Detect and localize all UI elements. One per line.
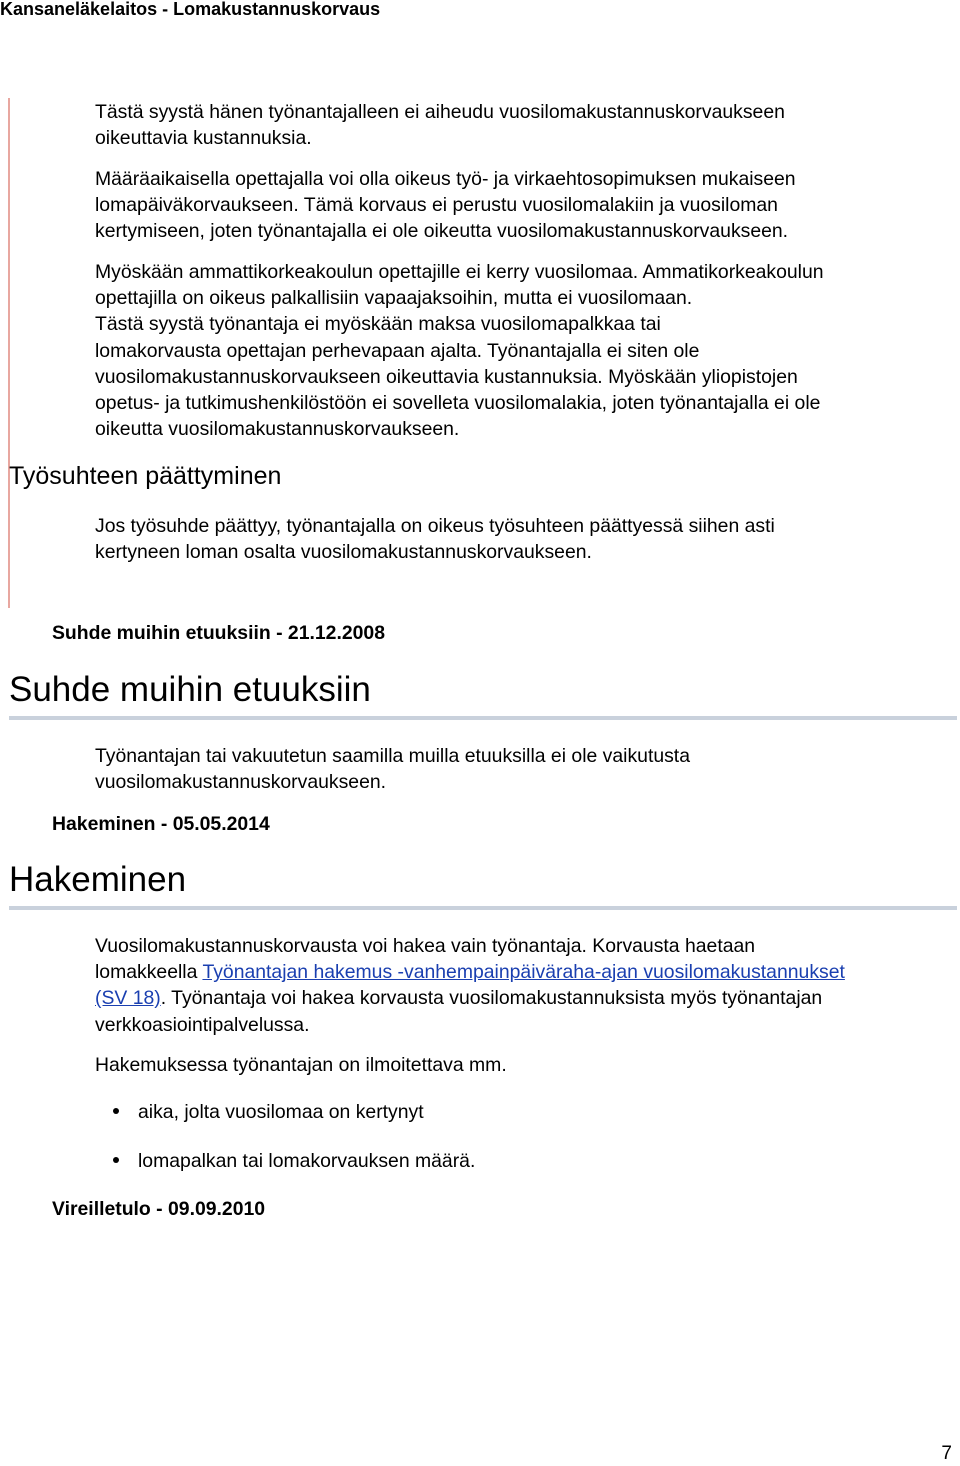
form-link-sv18-code[interactable]: (SV 18) bbox=[95, 987, 161, 1010]
text-line: kertymiseen, joten työnantajalla ei ole oikeutta vuosilomakustannuskorvaukseen. bbox=[95, 220, 789, 243]
text-line: Jos työsuhde päättyy, työnantajalla on oikeus työsuhteen päättyessä siihen asti bbox=[95, 515, 775, 537]
text-line: Tästä syystä hänen työnantajalleen ei aiheudu vuosilomakustannuskorvaukseen bbox=[95, 101, 785, 123]
text-line: . Työnantaja voi hakea korvausta vuosilomakustannuksista myös työnantajan bbox=[160, 987, 823, 1010]
text-line: verkkoasiointipalvelussa. bbox=[95, 1013, 310, 1036]
hakeminen-paragraph-1 bbox=[95, 933, 845, 1038]
text-line: vuosilomakustannuskorvaukseen. bbox=[95, 771, 387, 794]
text-line: kertyneen loman osalta vuosilomakustannuskorvaukseen. bbox=[95, 541, 592, 564]
heading-rule bbox=[9, 906, 957, 910]
text-line: opettajilla on oikeus palkallisiin vapaajaksoihin, mutta ei vuosilomaan. bbox=[95, 287, 693, 310]
text-line: Tästä syystä työnantaja ei myöskään maksa vuosilomapalkkaa tai bbox=[95, 313, 661, 336]
document-header: Kansaneläkelaitos - Lomakustannuskorvaus bbox=[0, 0, 381, 19]
section-heading-tyosuhteen-paattyminen: Työsuhteen päättyminen bbox=[9, 462, 282, 490]
dated-title-vireilletulo: Vireilletulo - 09.09.2010 bbox=[52, 1198, 266, 1220]
text-line: lomakorvausta opettajan perhevapaan ajalta. Työnantajalla ei siten ole bbox=[95, 339, 700, 362]
text-line: vuosilomakustannuskorvaukseen oikeuttavia kustannuksia. Myöskään yliopistojen bbox=[95, 365, 798, 388]
text-line: opetus- ja tutkimushenkilöstöön ei sovelleta vuosilomalakia, joten työnantajalla ei ole bbox=[95, 392, 821, 415]
dated-title-hakeminen: Hakeminen - 05.05.2014 bbox=[52, 813, 270, 835]
intro-paragraph-2 bbox=[95, 166, 796, 245]
bullet-icon bbox=[113, 1108, 119, 1114]
intro-paragraph-3 bbox=[95, 259, 824, 442]
form-link-sv18[interactable]: Työnantajan hakemus -vanhempainpäiväraha-ajan vuosilomakustannukset bbox=[202, 961, 845, 984]
hakeminen-paragraph-2: Hakemuksessa työnantajan on ilmoitettava mm. bbox=[95, 1054, 507, 1076]
text-line: lomakkeella bbox=[95, 961, 203, 984]
intro-paragraph-1 bbox=[95, 99, 785, 151]
text-line: oikeuttavia kustannuksia. bbox=[95, 127, 312, 150]
text-line: oikeutta vuosilomakustannuskorvaukseen. bbox=[95, 418, 460, 441]
bullet-icon bbox=[113, 1157, 119, 1163]
change-bar bbox=[8, 98, 10, 608]
dated-title-suhde: Suhde muihin etuuksiin - 21.12.2008 bbox=[52, 622, 385, 644]
text-line: Myöskään ammattikorkeakoulun opettajille ei kerry vuosilomaa. Ammatikorkeakoulun bbox=[95, 261, 824, 283]
tyosuhde-paragraph bbox=[95, 513, 775, 565]
text-line: Työnantajan tai vakuutetun saamilla muilla etuuksilla ei ole vaikutusta bbox=[95, 745, 690, 767]
text-line: Vuosilomakustannuskorvausta voi hakea vain työnantaja. Korvausta haetaan bbox=[95, 935, 756, 957]
suhde-paragraph bbox=[95, 743, 690, 795]
page-number: 7 bbox=[941, 1443, 952, 1464]
heading-rule bbox=[9, 716, 957, 720]
text-line: lomapäiväkorvaukseen. Tämä korvaus ei perustu vuosilomalakiin ja vuosiloman bbox=[95, 194, 778, 217]
text-line: Määräaikaisella opettajalla voi olla oikeus työ- ja virkaehtosopimuksen mukaiseen bbox=[95, 168, 796, 190]
section-heading-hakeminen: Hakeminen bbox=[9, 860, 187, 899]
section-heading-suhde-muihin-etuuksiin: Suhde muihin etuuksiin bbox=[9, 670, 371, 709]
